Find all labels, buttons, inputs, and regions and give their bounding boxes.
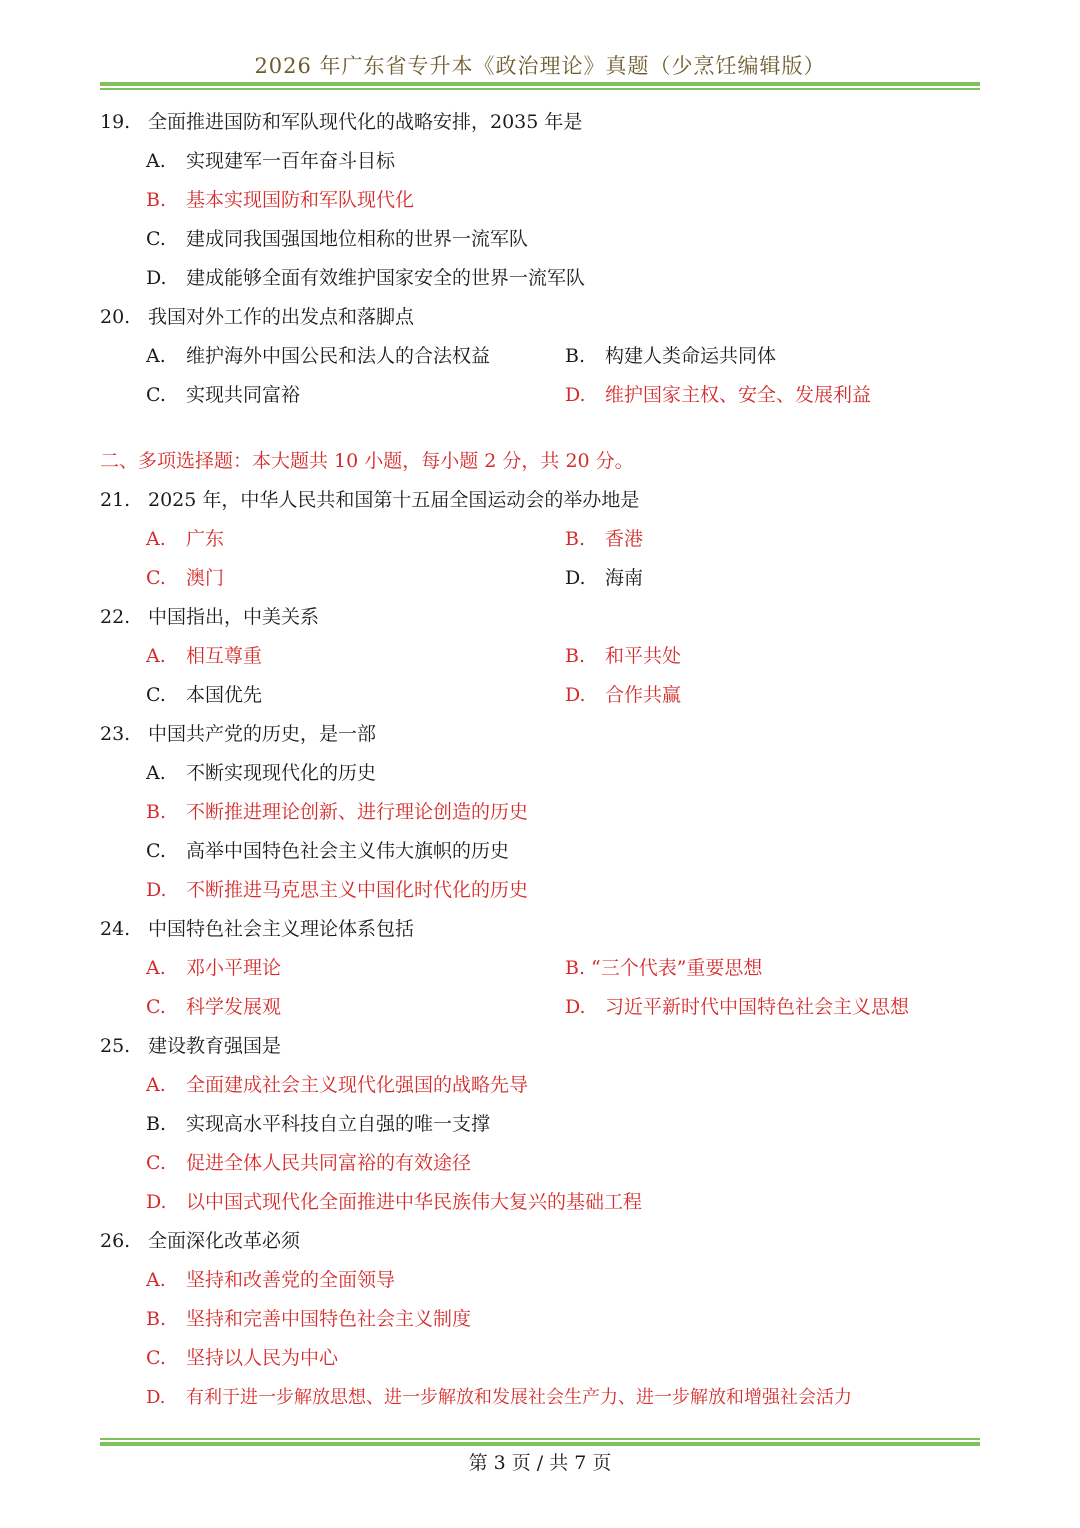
question-21-option-c: C. 澳门 — [146, 567, 225, 589]
question-21-options-ab — [100, 520, 1000, 559]
question-22-option-a: A. 相互尊重 — [146, 645, 263, 667]
question-19-option-a: A. 实现建军一百年奋斗目标 — [146, 150, 396, 172]
question-19-option-b: B. 基本实现国防和军队现代化 — [146, 189, 415, 211]
section-2-heading: 二、多项选择题：本大题共 10 小题，每小题 2 分，共 20 分。 — [100, 450, 634, 472]
question-21-option-a: A. 广东 — [146, 528, 225, 550]
question-25-option-a: A. 全面建成社会主义现代化强国的战略先导 — [146, 1074, 529, 1096]
question-20-option-a: A. 维护海外中国公民和法人的合法权益 — [146, 345, 491, 367]
header-rule — [100, 82, 980, 90]
question-25-option-c: C. 促进全体人民共同富裕的有效途径 — [146, 1152, 472, 1174]
question-20-options-ab — [100, 337, 1000, 376]
question-content — [100, 103, 1000, 1417]
question-26-stem: 26. 全面深化改革必须 — [100, 1230, 301, 1252]
question-22-stem: 22. 中国指出，中美关系 — [100, 606, 320, 628]
question-24-options-ab — [100, 949, 1000, 988]
question-19-stem: 19. 全面推进国防和军队现代化的战略安排，2035 年是 — [100, 111, 583, 133]
question-19-option-c: C. 建成同我国强国地位相称的世界一流军队 — [146, 228, 529, 250]
page-number: 第 3 页 / 共 7 页 — [468, 1452, 612, 1474]
question-21-stem: 21. 2025 年，中华人民共和国第十五届全国运动会的举办地是 — [100, 489, 640, 511]
question-19-option-d: D. 建成能够全面有效维护国家安全的世界一流军队 — [146, 267, 586, 289]
question-22-option-b: B. 和平共处 — [565, 645, 682, 667]
question-22-option-d: D. 合作共赢 — [565, 684, 682, 706]
question-26-option-b: B. 坚持和完善中国特色社会主义制度 — [146, 1308, 472, 1330]
question-26-option-a: A. 坚持和改善党的全面领导 — [146, 1269, 396, 1291]
question-23-option-a: A. 不断实现现代化的历史 — [146, 762, 377, 784]
question-22-options-ab — [100, 637, 1000, 676]
question-24-options-cd — [100, 988, 1000, 1027]
page-header-title: 2026 年广东省专升本《政治理论》真题（少烹饪编辑版） — [254, 54, 826, 78]
question-23-option-d: D. 不断推进马克思主义中国化时代化的历史 — [146, 879, 529, 901]
question-24-option-c: C. 科学发展观 — [146, 996, 282, 1018]
question-23-stem: 23. 中国共产党的历史，是一部 — [100, 723, 377, 745]
question-20-option-c: C. 实现共同富裕 — [146, 384, 301, 406]
question-25-option-d: D. 以中国式现代化全面推进中华民族伟大复兴的基础工程 — [146, 1191, 643, 1213]
question-21-options-cd — [100, 559, 1000, 598]
footer-rule — [100, 1438, 980, 1446]
question-24-stem: 24. 中国特色社会主义理论体系包括 — [100, 918, 415, 940]
question-25-option-b: B. 实现高水平科技自立自强的唯一支撑 — [146, 1113, 491, 1135]
question-24-option-a: A. 邓小平理论 — [146, 957, 282, 979]
question-26-option-d: D. 有利于进一步解放思想、进一步解放和发展社会生产力、进一步解放和增强社会活力 — [146, 1387, 852, 1408]
question-20-options-cd — [100, 376, 1000, 415]
question-21-option-b: B. 香港 — [565, 528, 644, 550]
question-20-option-d: D. 维护国家主权、安全、发展利益 — [565, 384, 872, 406]
question-22-options-cd — [100, 676, 1000, 715]
question-24-option-d: D. 习近平新时代中国特色社会主义思想 — [565, 996, 910, 1018]
question-23-option-b: B. 不断推进理论创新、进行理论创造的历史 — [146, 801, 529, 823]
question-22-option-c: C. 本国优先 — [146, 684, 263, 706]
question-25-stem: 25. 建设教育强国是 — [100, 1035, 282, 1057]
question-23-option-c: C. 高举中国特色社会主义伟大旗帜的历史 — [146, 840, 510, 862]
question-21-option-d: D. 海南 — [565, 567, 644, 589]
question-24-option-b: B. “三个代表”重要思想 — [565, 957, 763, 979]
question-20-option-b: B. 构建人类命运共同体 — [565, 345, 777, 367]
question-26-option-c: C. 坚持以人民为中心 — [146, 1347, 339, 1369]
question-20-stem: 20. 我国对外工作的出发点和落脚点 — [100, 306, 415, 328]
